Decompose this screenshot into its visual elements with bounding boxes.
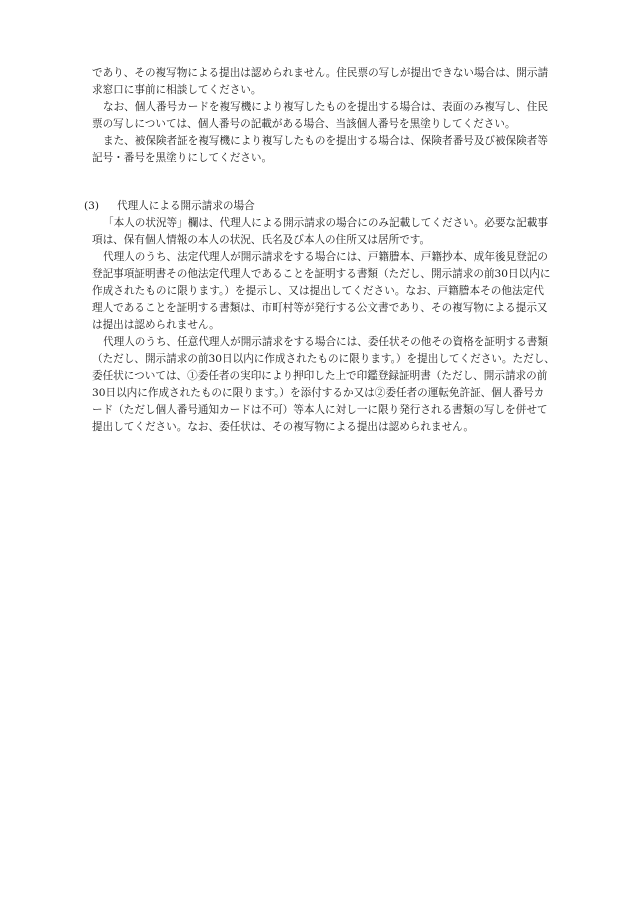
top-line-1: であり、その複写物による提出は認められません。住民票の写しが提出できない場合は、開示請 — [92, 67, 549, 79]
section-line-4: 登記事項証明書その他法定代理人であることを証明する書類（ただし、開示請求の前30日以内に — [92, 268, 551, 280]
section-line-12: ード（ただし個人番号通知カードは不可）等本人に対し一に限り発行される書類の写しを併せて — [92, 404, 548, 416]
section-line-11: 30日以内に作成されたものに限ります。）を添付するか又は②委任者の運転免許証、個人番号カ — [92, 387, 545, 399]
top-line-5: また、被保険者証を複写機により複写したものを提出する場合は、保険者番号及び被保険者等 — [103, 135, 548, 147]
section-line-7: は提出は認められません。 — [92, 319, 220, 331]
section-line-9: （ただし、開示請求の前30日以内に作成されたものに限ります。）を提出してください。ただし、 — [92, 353, 555, 365]
section-line-5: 作成されたものに限ります。）を提示し、又は提出してください。なお、戸籍謄本その他法定代 — [92, 285, 544, 297]
section-line-1: 「本人の状況等」欄は、代理人による開示請求の場合にのみ記載してください。必要な記載事 — [103, 217, 548, 229]
section-number: (3) — [84, 200, 100, 212]
top-line-4: 票の写しについては、個人番号の記載がある場合、当該個人番号を黒塗りしてください。 — [92, 118, 516, 130]
section-line-13: 提出してください。なお、委任状は、その複写物による提出は認められません。 — [92, 421, 475, 433]
top-line-6: 記号・番号を黒塗りにしてください。 — [92, 152, 273, 164]
section-line-2: 項は、保有個人情報の本人の状況、氏名及び本人の住所又は居所です。 — [92, 234, 431, 246]
section-title: 代理人による開示請求の場合 — [117, 200, 255, 212]
section-line-3: 代理人のうち、法定代理人が開示請求をする場合には、戸籍謄本、戸籍抄本、成年後見登記の — [103, 251, 548, 263]
section-line-8: 代理人のうち、任意代理人が開示請求をする場合には、委任状その他その資格を証明する書類 — [103, 336, 548, 348]
top-line-2: 求窓口に事前に相談してください。 — [92, 84, 262, 96]
top-line-3: なお、個人番号カードを複写機により複写したものを提出する場合は、表面のみ複写し、住民 — [103, 101, 548, 113]
section-line-10: 委任状については、①委任者の実印により押印した上で印鑑登録証明書（ただし、開示請求の前 — [92, 370, 548, 382]
section-line-6: 理人であることを証明する書類は、市町村等が発行する公文書であり、その複写物による提示又 — [92, 302, 548, 314]
